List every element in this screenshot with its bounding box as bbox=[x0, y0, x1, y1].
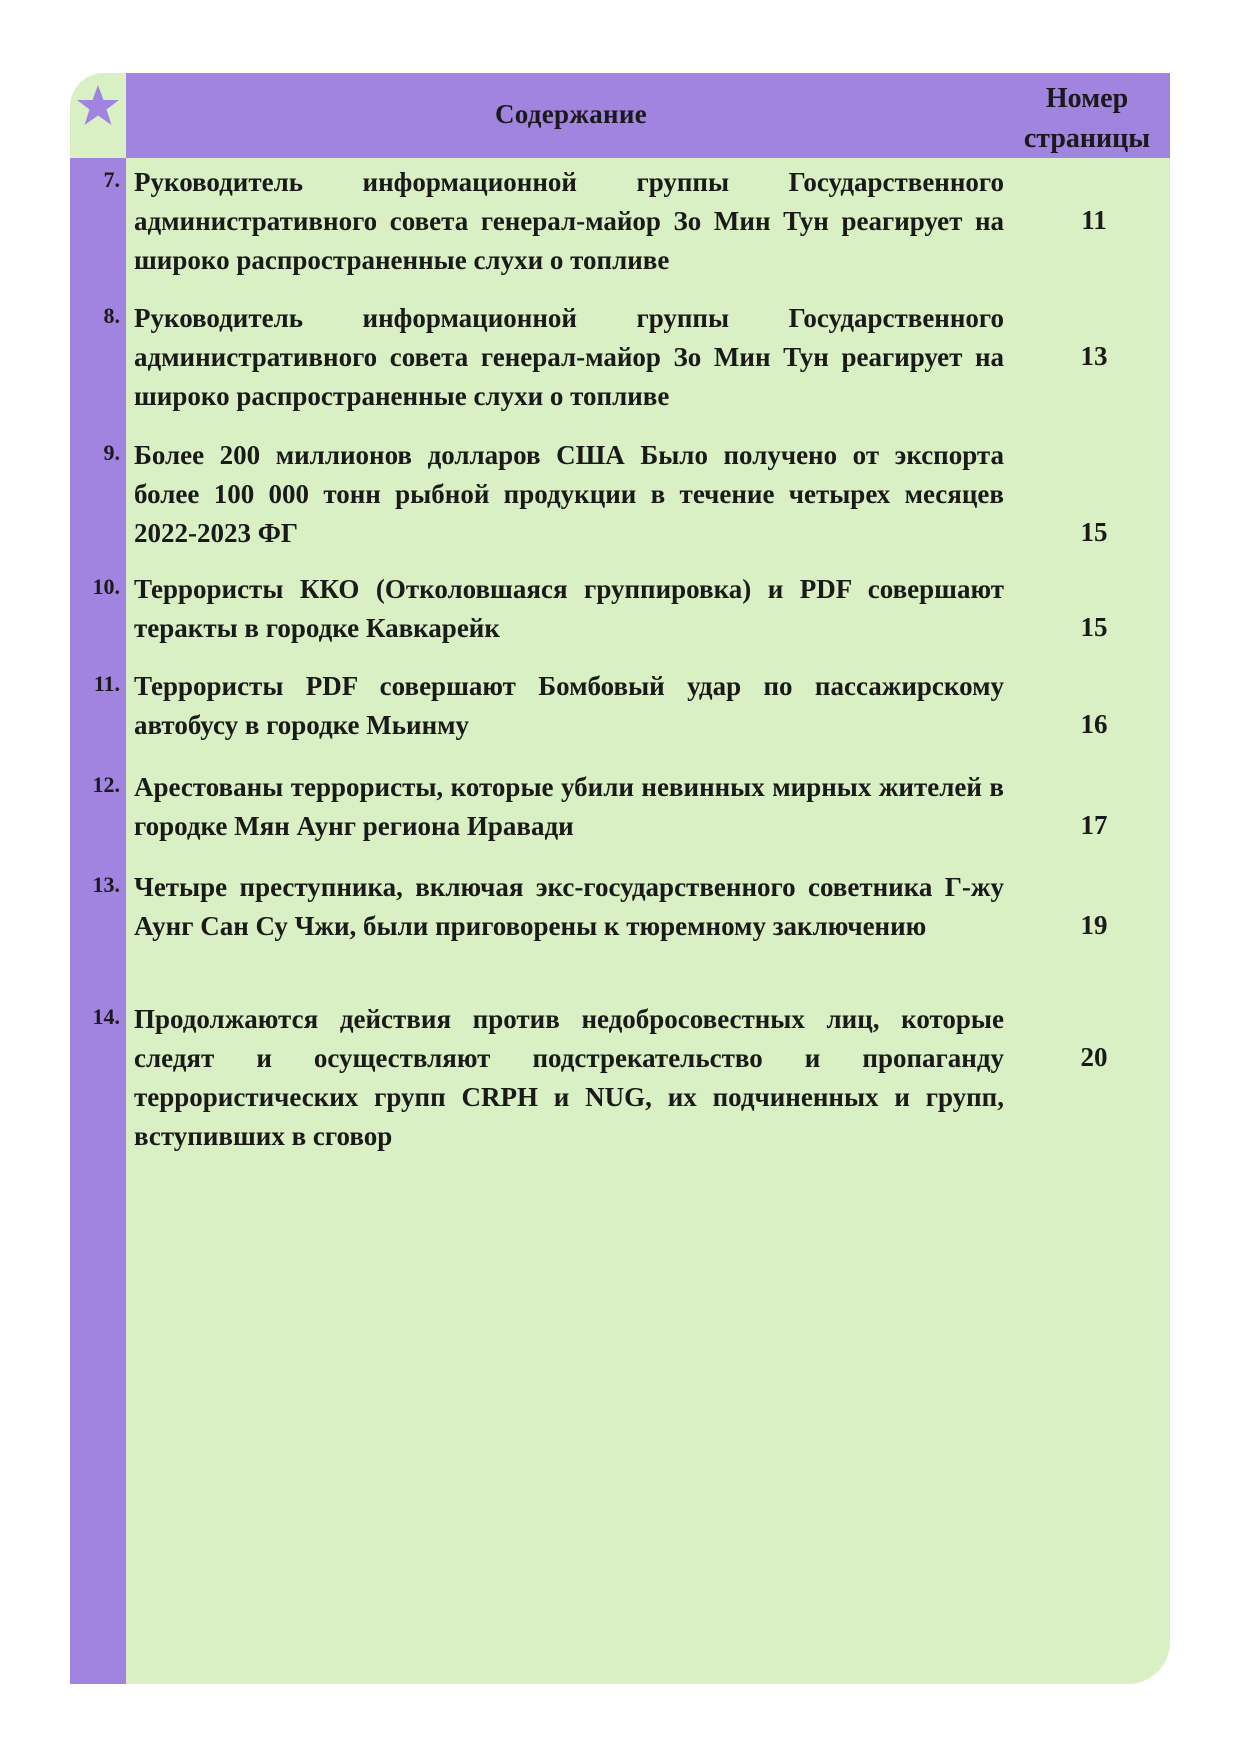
entry-number: 10. bbox=[92, 574, 120, 599]
entry-title: Более 200 миллионов долларов США Было получено от экспорта более 100 000 тонн рыбной продукции в течение четырех месяцев 2022-2023 ФГ bbox=[134, 440, 1004, 548]
entry-title: Руководитель информационной группы Государственного административного совета генерал-майор Зо Мин Тун реагирует на широко распространенные слухи о топливе bbox=[134, 167, 1004, 275]
entry-page-number: 15 bbox=[1080, 612, 1108, 642]
entry-title: Арестованы террористы, которые убили невинных мирных жителей в городке Мян Аунг региона Иравади bbox=[134, 772, 1004, 841]
contents-title: Содержание bbox=[494, 99, 648, 129]
contents-panel bbox=[70, 73, 1170, 1684]
entry-number: 13. bbox=[92, 872, 120, 897]
entry-page-number: 15 bbox=[1080, 517, 1108, 547]
entry-title: Террористы PDF совершают Бомбовый удар по пассажирскому автобусу в городке Мьинму bbox=[134, 671, 1004, 740]
entry-page-number: 13 bbox=[1080, 341, 1108, 371]
entry-title: Руководитель информационной группы Государственного административного совета генерал-майор Зо Мин Тун реагирует на широко распространенные слухи о топливе bbox=[134, 303, 1004, 411]
entry-number: 14. bbox=[92, 1004, 120, 1029]
entry-title: Продолжаются действия против недобросовестных лиц, которые следят и осуществляют подстрекательство и пропаганду террористических групп CRPH и NUG, их подчиненных и групп, вступивших в сговор bbox=[134, 1004, 1004, 1151]
entry-title: Террористы ККО (Отколовшаяся группировка) и PDF совершают теракты в городке Кавкарейк bbox=[134, 574, 1004, 643]
entry-page-number: 20 bbox=[1080, 1042, 1108, 1072]
entry-number: 11. bbox=[93, 671, 120, 696]
entry-page-number: 11 bbox=[1081, 205, 1107, 235]
entry-page-number: 19 bbox=[1080, 910, 1108, 940]
entry-page-number: 16 bbox=[1080, 709, 1108, 739]
entry-number: 9. bbox=[103, 440, 120, 465]
entry-number: 12. bbox=[92, 772, 120, 797]
entry-title: Четыре преступника, включая экс-государственного советника Г-жу Аунг Сан Су Чжи, были приговорены к тюремному заключению bbox=[134, 872, 1004, 941]
page-number-column-title: Номер страницы bbox=[1023, 83, 1151, 154]
entry-page-number: 17 bbox=[1080, 810, 1108, 840]
entry-number: 7. bbox=[103, 167, 120, 192]
contents-list bbox=[70, 73, 1170, 1684]
entry-number: 8. bbox=[103, 303, 120, 328]
